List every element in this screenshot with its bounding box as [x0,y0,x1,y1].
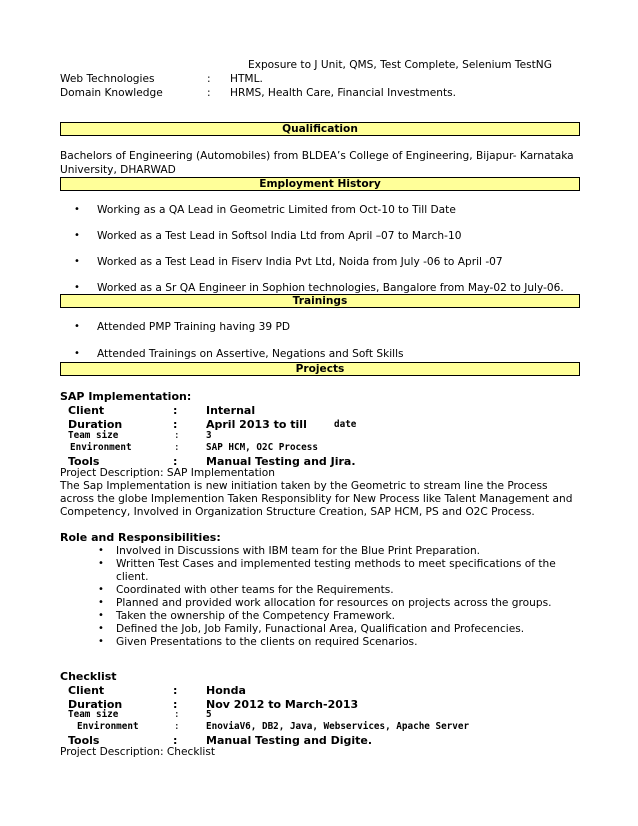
bullet-icon: • [74,282,80,293]
sap-client-label: Client [68,404,105,417]
skill-value-domain: HRMS, Health Care, Financial Investments. [230,87,456,99]
skill-sep-domain: : [207,87,211,99]
checklist-team-value: 5 [206,709,212,720]
bullet-icon: • [98,584,104,595]
sap-env-label: Environment [70,442,132,453]
sap-description-line-1: The Sap Implementation is new initiation taken by the Geometric to stream line the Process [60,480,548,492]
bullet-icon: • [98,597,104,608]
qualification-line-1: Bachelors of Engineering (Automobiles) from BLDEA’s College of Engineering, Bijapur- Karnataka [60,150,574,162]
sap-duration-colon: : [173,418,178,431]
checklist-duration-value: Nov 2012 to March-2013 [206,698,359,711]
sap-description-line-2: across the globe Implemention Taken Responsiblity for New Process like Talent Management and [60,493,573,505]
checklist-client-label: Client [68,684,105,697]
sap-env-value: SAP HCM, O2C Process [206,442,318,453]
checklist-tools-label: Tools [68,734,100,747]
bullet-icon: • [98,558,104,569]
bullet-icon: • [74,256,80,267]
sap-tools-colon: : [173,455,178,468]
skill-exposure-text: Exposure to J Unit, QMS, Test Complete, Selenium TestNG [248,59,552,71]
employment-item-1: Working as a QA Lead in Geometric Limited from Oct-10 to Till Date [97,204,456,216]
checklist-team-label: Team size [68,709,119,720]
checklist-description-label: Project Description: Checklist [60,746,216,758]
training-item-1: Attended PMP Training having 39 PD [97,321,291,333]
bullet-icon: • [98,636,104,647]
sap-env-colon: : [174,442,180,453]
checklist-team-colon: : [174,709,180,720]
sap-duration-value: April 2013 to till [206,418,307,431]
skill-sep-web: : [207,73,211,85]
sap-role-item-4: Planned and provided work allocation for resources on projects across the groups. [116,597,552,609]
projects-heading: Projects [60,362,580,376]
sap-team-colon: : [174,430,180,441]
bullet-icon: • [98,610,104,621]
sap-role-item-1: Involved in Discussions with IBM team for the Blue Print Preparation. [116,545,481,557]
bullet-icon: • [74,230,80,241]
sap-role-item-3: Coordinated with other teams for the Requirements. [116,584,394,596]
employment-item-4: Worked as a Sr QA Engineer in Sophion technologies, Bangalore from May-02 to July-06. [97,282,564,294]
checklist-duration-colon: : [173,698,178,711]
sap-role-item-5: Taken the ownership of the Competency Framework. [116,610,395,622]
checklist-env-label: Environment [77,721,139,732]
sap-roles-title: Role and Responsibilities: [60,531,221,544]
checklist-env-value: EnoviaV6, DB2, Java, Webservices, Apache Server [206,721,470,732]
qualification-heading: Qualification [60,122,580,136]
sap-client-value: Internal [206,404,256,417]
employment-heading: Employment History [60,177,580,191]
sap-duration-suffix: date [334,419,357,430]
trainings-heading: Trainings [60,294,580,308]
bullet-icon: • [74,321,80,332]
sap-tools-label: Tools [68,455,100,468]
sap-team-label: Team size [68,430,119,441]
qualification-line-2: University, DHARWAD [60,164,176,176]
sap-client-colon: : [173,404,178,417]
sap-role-item-6: Defined the Job, Job Family, Funactional Area, Qualification and Profecencies. [116,623,525,635]
bullet-icon: • [74,348,80,359]
sap-description-label: Project Description: SAP Implementation [60,467,275,479]
checklist-tools-colon: : [173,734,178,747]
sap-description-line-3: Competency, Involved in Organization Structure Creation, SAP HCM, PS and O2C Process. [60,506,535,518]
sap-role-item-2: Written Test Cases and implemented testing methods to meet specifications of the [116,558,556,570]
checklist-client-colon: : [173,684,178,697]
checklist-project-title: Checklist [60,670,117,683]
skill-value-web: HTML. [230,73,263,85]
employment-item-3: Worked as a Test Lead in Fiserv India Pvt Ltd, Noida from July -06 to April -07 [97,256,503,268]
bullet-icon: • [74,204,80,215]
bullet-icon: • [98,623,104,634]
bullet-icon: • [98,545,104,556]
sap-team-value: 3 [206,430,212,441]
checklist-client-value: Honda [206,684,246,697]
skill-label-domain: Domain Knowledge [60,87,163,99]
employment-item-2: Worked as a Test Lead in Softsol India Ltd from April –07 to March-10 [97,230,462,242]
checklist-tools-value: Manual Testing and Digite. [206,734,373,747]
sap-tools-value: Manual Testing and Jira. [206,455,356,468]
sap-duration-label: Duration [68,418,123,431]
sap-role-item-7: Given Presentations to the clients on required Scenarios. [116,636,418,648]
sap-role-item-2-cont: client. [116,571,149,583]
sap-project-title: SAP Implementation: [60,390,192,403]
skill-label-web: Web Technologies [60,73,155,85]
checklist-env-colon: : [174,721,180,732]
training-item-2: Attended Trainings on Assertive, Negations and Soft Skills [97,348,404,360]
checklist-duration-label: Duration [68,698,123,711]
